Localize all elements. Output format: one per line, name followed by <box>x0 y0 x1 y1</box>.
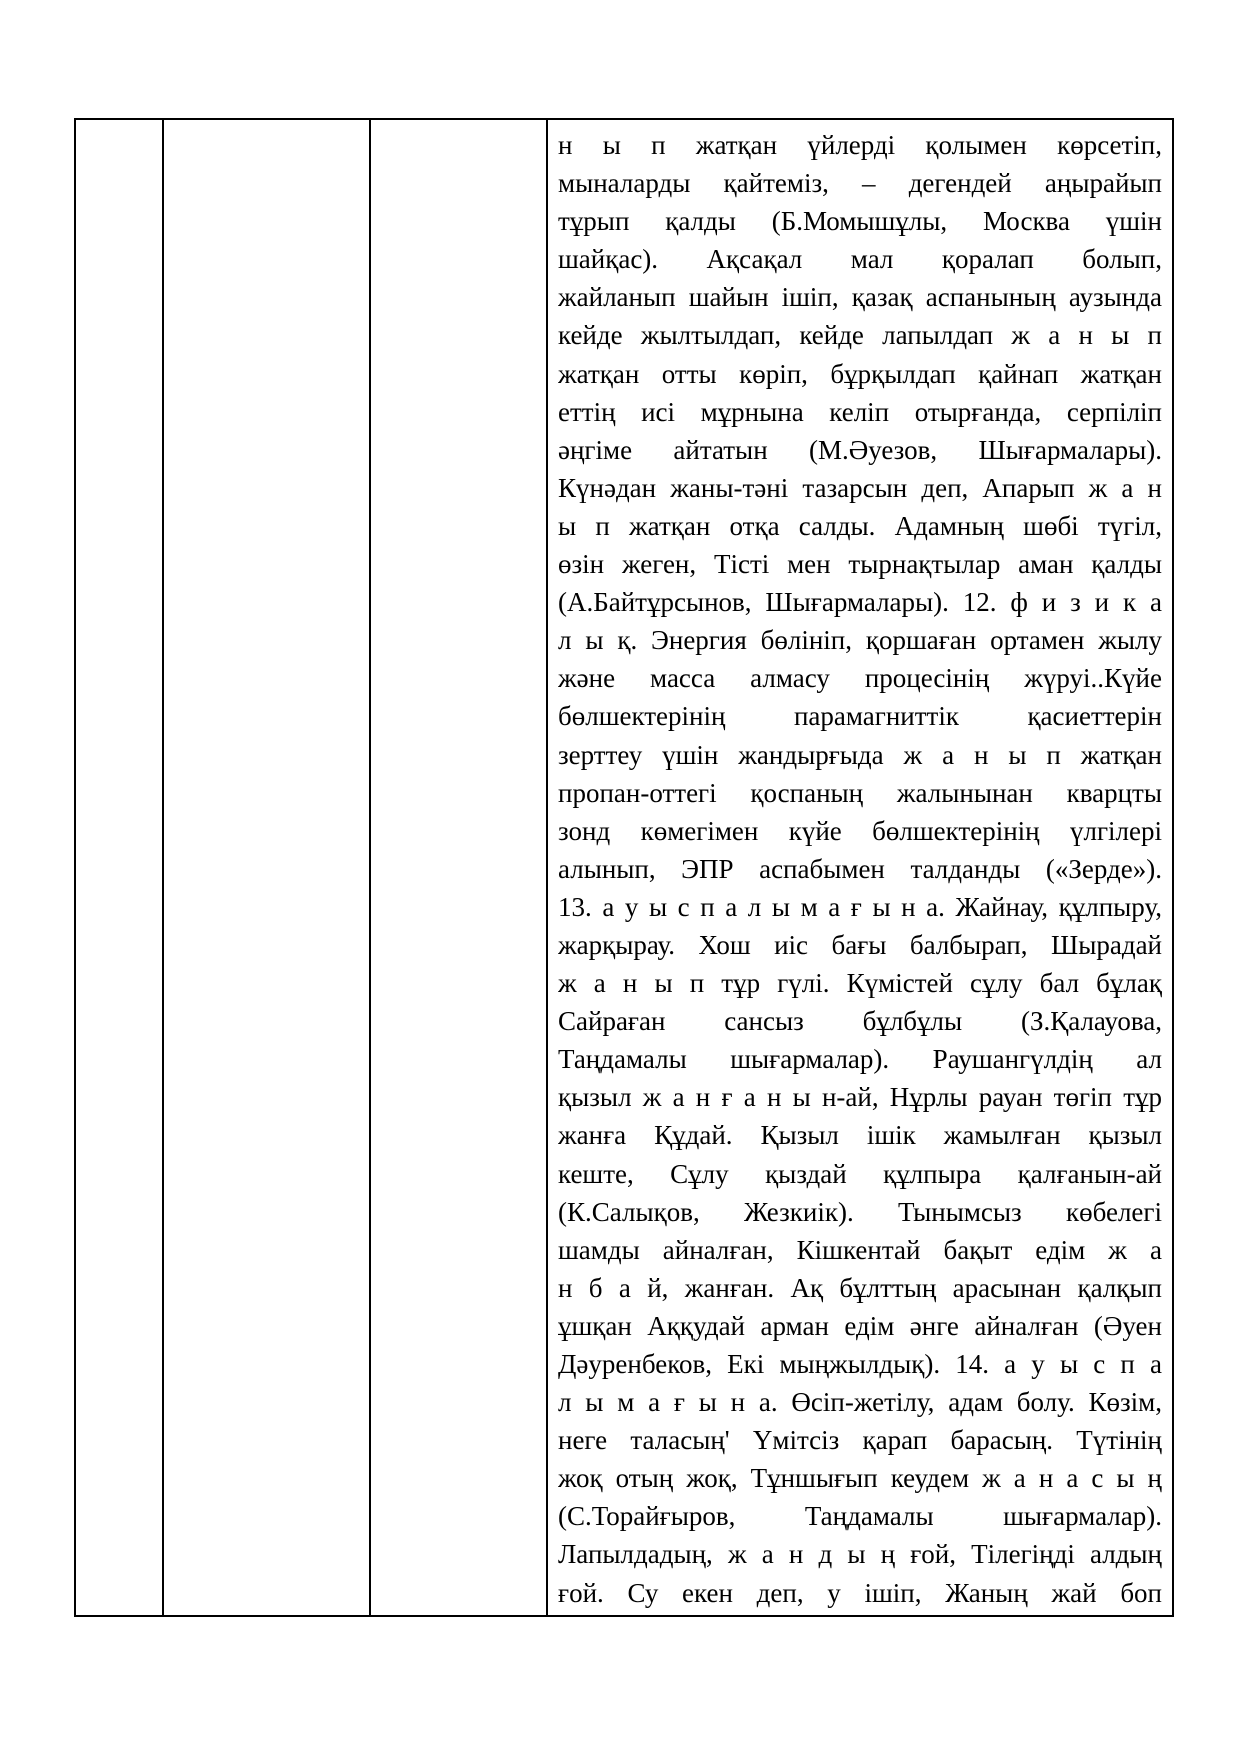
table-row <box>75 119 1173 1616</box>
table-cell-word <box>163 119 370 1616</box>
text-line: мыналарды қайтеміз, – дегендей аңырайып <box>558 168 1162 199</box>
text-line: кеште, Сұлу қыздай құлпыра қалғанын-ай <box>558 1158 1162 1189</box>
text-line: зерттеу үшін жандырғыда ж а н ы п жатқан <box>558 739 1162 770</box>
text-line: тұрып қалды (Б.Момышұлы, Москва үшін <box>558 206 1162 237</box>
text-line: Таңдамалы шығармалар). Раушангүлдің ал <box>558 1044 1162 1075</box>
text-line: (А.Байтұрсынов, Шығармалары). 12. ф и з и к а <box>558 587 1162 618</box>
text-line: (К.Салықов, Жезкиік). Тынымсыз көбелегі <box>558 1196 1162 1227</box>
text-line: Күнәдан жаны-тәні тазарсын деп, Апарып ж а н <box>558 472 1162 503</box>
table-cell-number <box>75 119 163 1616</box>
dictionary-table <box>74 118 1174 1617</box>
text-line: (С.Торайғыров, Таңдамалы шығармалар). <box>558 1501 1162 1532</box>
text-line: ж а н ы п тұр гүлі. Күмістей сұлу бал бұлақ <box>558 968 1162 999</box>
text-line: л ы қ. Энергия бөлініп, қоршаған ортамен жылу <box>558 625 1162 656</box>
text-line: кейде жылтылдап, кейде лапылдап ж а н ы п <box>558 320 1162 351</box>
text-line: пропан-оттегі қоспаның жалынынан кварцты <box>558 777 1162 808</box>
text-line: ы п жатқан отқа салды. Адамның шөбі түгіл, <box>558 510 1162 541</box>
text-line: зонд көмегімен күйе бөлшектерінің үлгілері <box>558 815 1162 846</box>
text-line: жатқан отты көріп, бұрқылдап қайнап жатқан <box>558 358 1162 389</box>
table-cell-examples <box>547 119 1173 1616</box>
text-line: неге таласың' Үмітсіз қарап барасың. Түтінің <box>558 1425 1162 1456</box>
text-line: шайқас). Ақсақал мал қоралап болып, <box>558 244 1162 275</box>
examples-text <box>548 120 1172 1612</box>
text-line: алынып, ЭПР аспабымен талданды («Зерде»). <box>558 853 1162 884</box>
text-line: еттің исі мұрнына келіп отырғанда, серпіліп <box>558 396 1162 427</box>
text-line: жарқырау. Хош иіс бағы балбырап, Шырадай <box>558 929 1162 960</box>
text-line: әңгіме айтатын (М.Әуезов, Шығармалары). <box>558 434 1162 465</box>
text-line: қызыл ж а н ғ а н ы н-ай, Нұрлы рауан төгіп тұр <box>558 1082 1162 1113</box>
text-line: ұшқан Аққудай арман едім әнге айналған (Әуен <box>558 1310 1162 1341</box>
text-line: өзін жеген, Тісті мен тырнақтылар аман қалды <box>558 549 1162 580</box>
cell-3-text <box>371 120 546 126</box>
text-line: н б а й, жанған. Ақ бұлттың арасынан қалқып <box>558 1272 1162 1303</box>
text-line: Сайраған сансыз бұлбұлы (З.Қалауова, <box>558 1006 1162 1037</box>
cell-2-text <box>164 120 369 126</box>
table-cell-meaning <box>370 119 547 1616</box>
text-line: ғой. Су екен деп, у ішіп, Жаның жай боп <box>558 1577 1162 1608</box>
text-line: жанға Құдай. Қызыл ішік жамылған қызыл <box>558 1120 1162 1151</box>
text-line: 13. а у ы с п а л ы м а ғ ы н а. Жайнау, құлпыру, <box>558 891 1162 922</box>
cell-1-text <box>76 120 162 126</box>
text-line: н ы п жатқан үйлерді қолымен көрсетіп, <box>558 130 1162 160</box>
text-line: жайланып шайын ішіп, қазақ аспанының аузында <box>558 282 1162 313</box>
text-line: және масса алмасу процесінің жүруі..Күйе <box>558 663 1162 694</box>
text-line: Дәуренбеков, Екі мыңжылдық). 14. а у ы с п а <box>558 1349 1162 1379</box>
text-line: жоқ отың жоқ, Тұншығып кеудем ж а н а с ы ң <box>558 1463 1162 1494</box>
text-line: л ы м а ғ ы н а. Өсіп-жетілу, адам болу. Көзім, <box>558 1387 1162 1418</box>
text-line: бөлшектерінің парамагниттік қасиеттерін <box>558 701 1162 732</box>
text-line: Лапылдадың, ж а н д ы ң ғой, Тілегіңді алдың <box>558 1539 1162 1570</box>
text-line: шамды айналған, Кішкентай бақыт едім ж а <box>558 1234 1162 1265</box>
